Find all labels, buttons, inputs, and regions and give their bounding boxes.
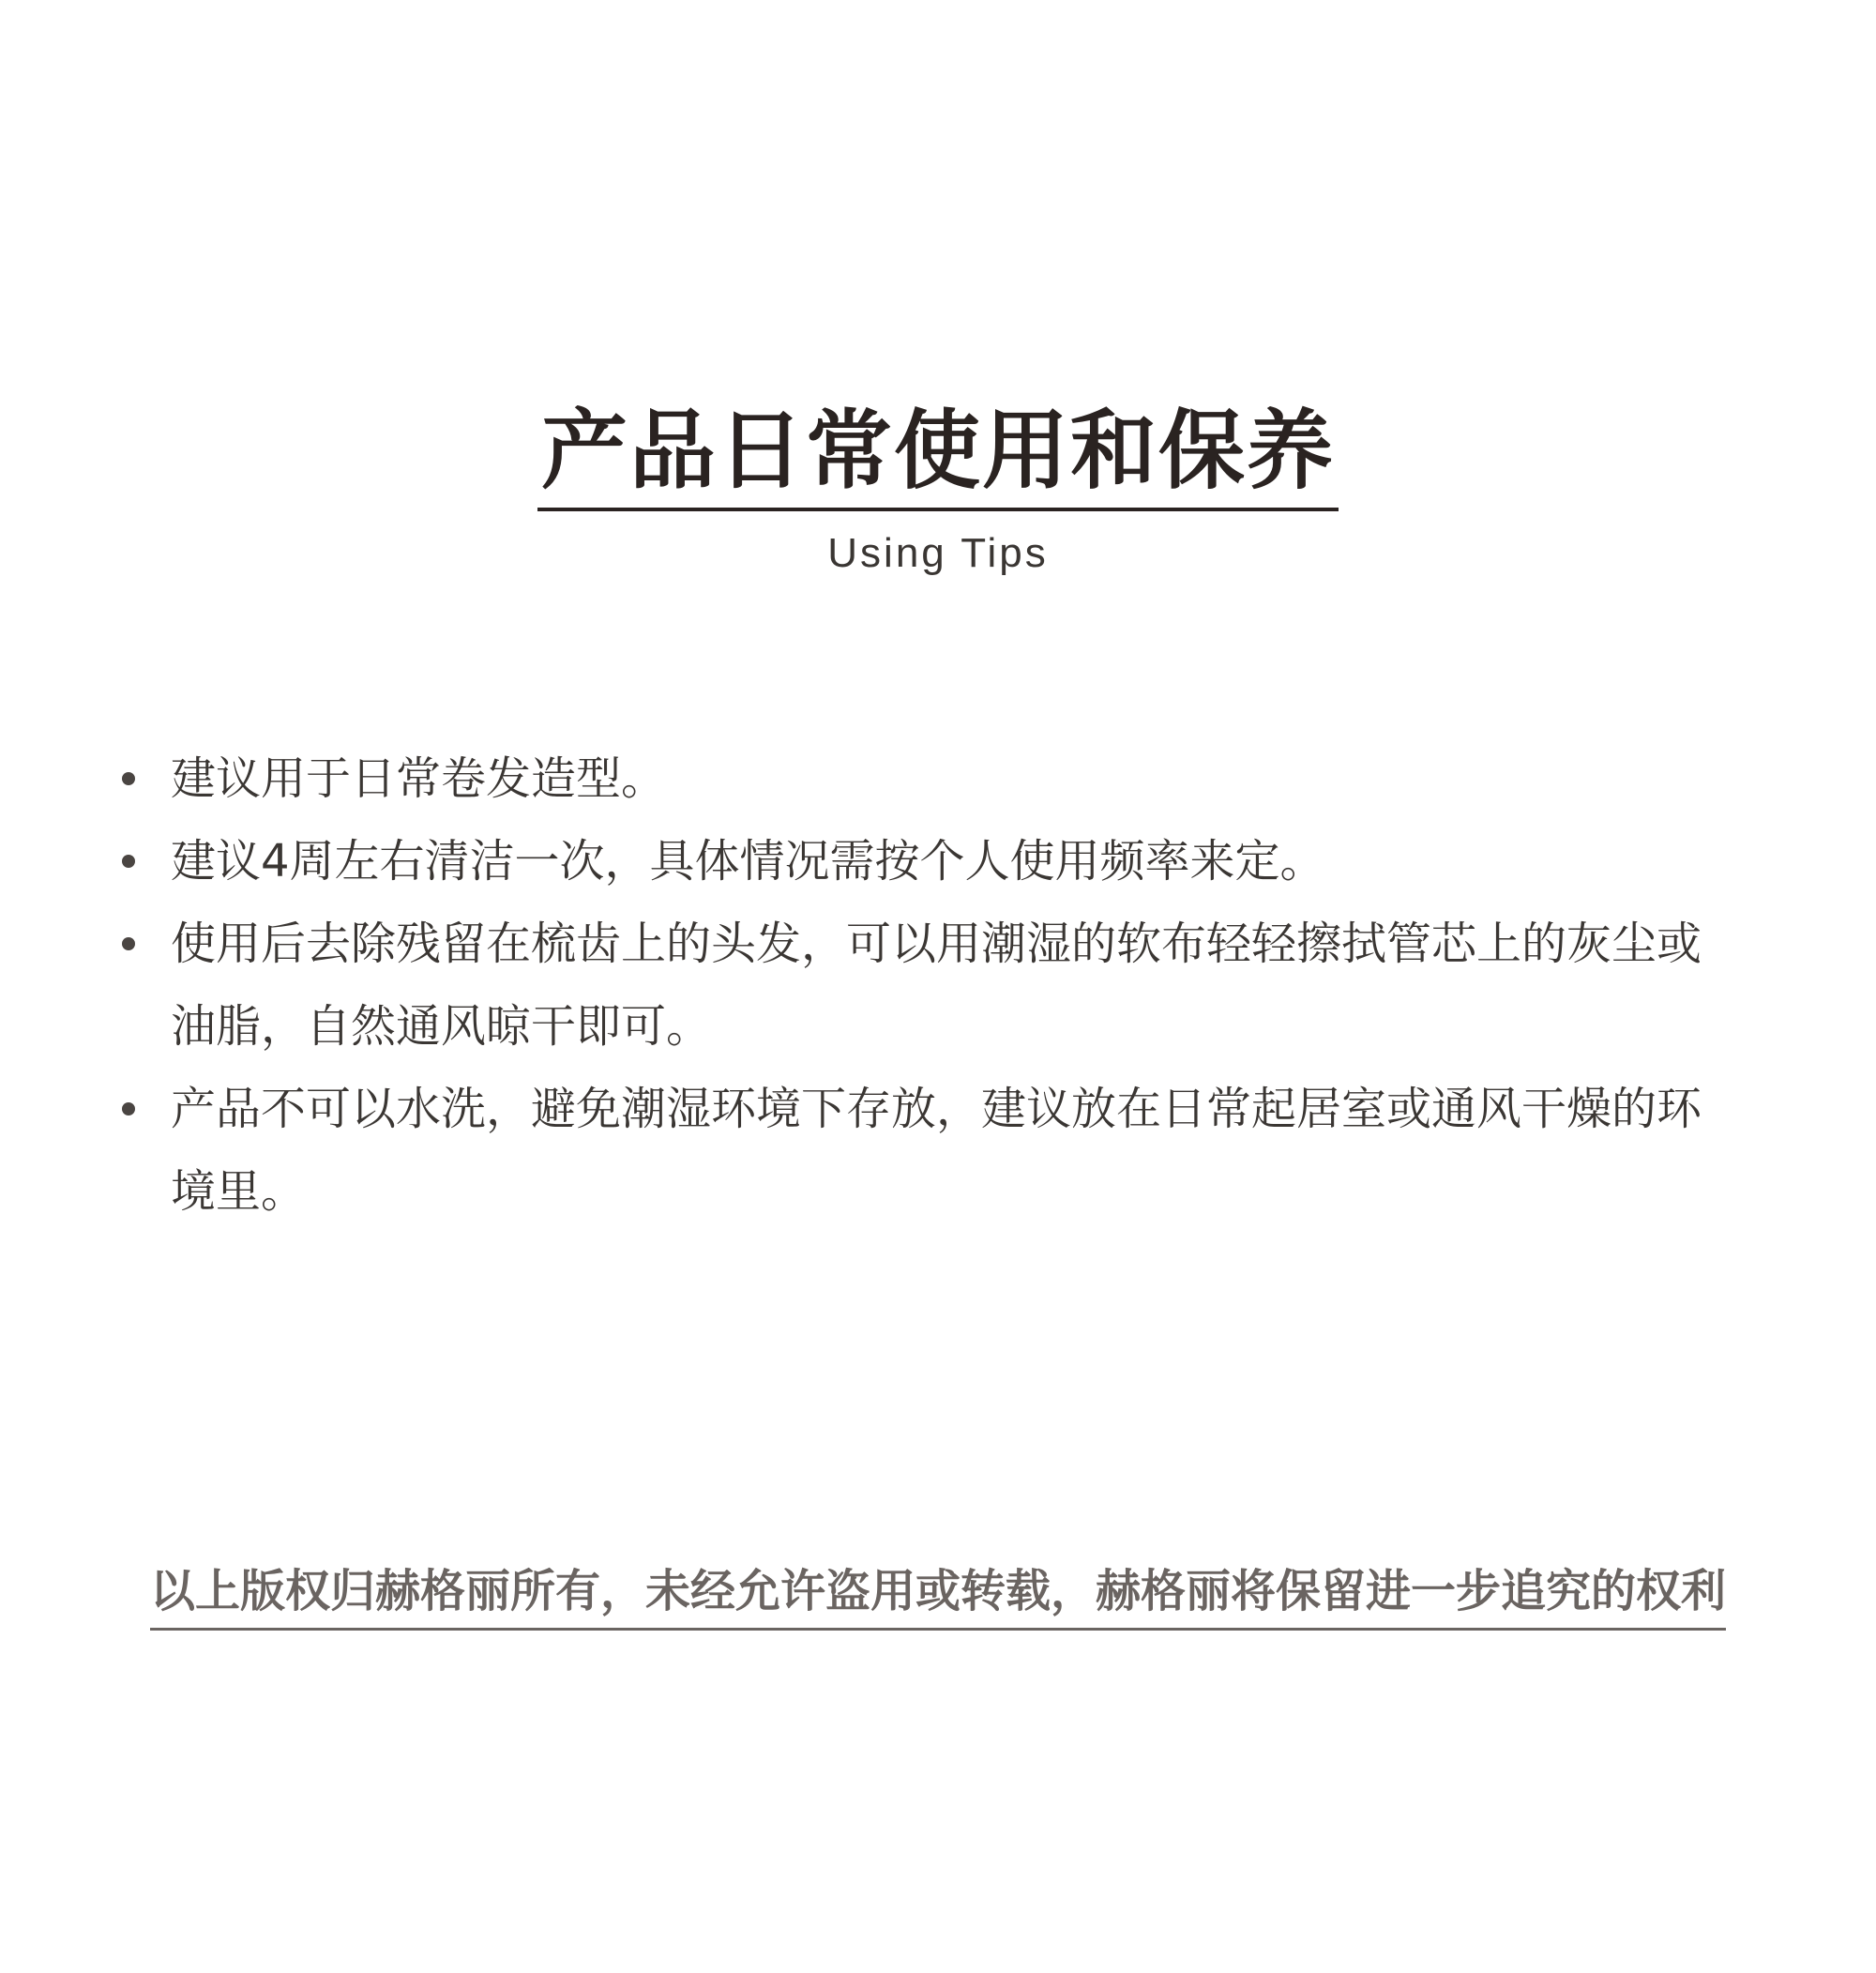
tip-item	[113, 1068, 1726, 1233]
bullet-icon	[122, 1102, 135, 1116]
page-title: 产品日常使用和保养	[537, 399, 1339, 511]
title-container	[0, 399, 1876, 511]
tip-text: 建议4周左右清洁一次，具体情况需按个人使用频率来定。	[171, 835, 1325, 888]
tip-item	[113, 737, 1726, 820]
bullet-icon	[122, 772, 135, 785]
copyright-notice: 以上版权归赫格丽所有，未经允许盗用或转载，赫格丽将保留进一步追究的权利	[150, 1560, 1726, 1631]
tip-text: 产品不可以水洗，避免潮湿环境下存放，建议放在日常起居室或通风干燥的环境里。	[171, 1083, 1702, 1218]
bullet-icon	[122, 937, 135, 950]
tip-text: 建议用于日常卷发造型。	[171, 752, 667, 805]
tip-item	[113, 903, 1726, 1068]
footer-container	[0, 1560, 1876, 1631]
bullet-icon	[122, 855, 135, 868]
tip-text: 使用后去除残留在梳齿上的头发，可以用潮湿的软布轻轻擦拭管芯上的灰尘或油脂，自然通风晾干即可。	[171, 918, 1702, 1053]
tip-item	[113, 820, 1726, 903]
tips-list	[113, 737, 1726, 1233]
page-subtitle: Using Tips	[827, 530, 1049, 576]
